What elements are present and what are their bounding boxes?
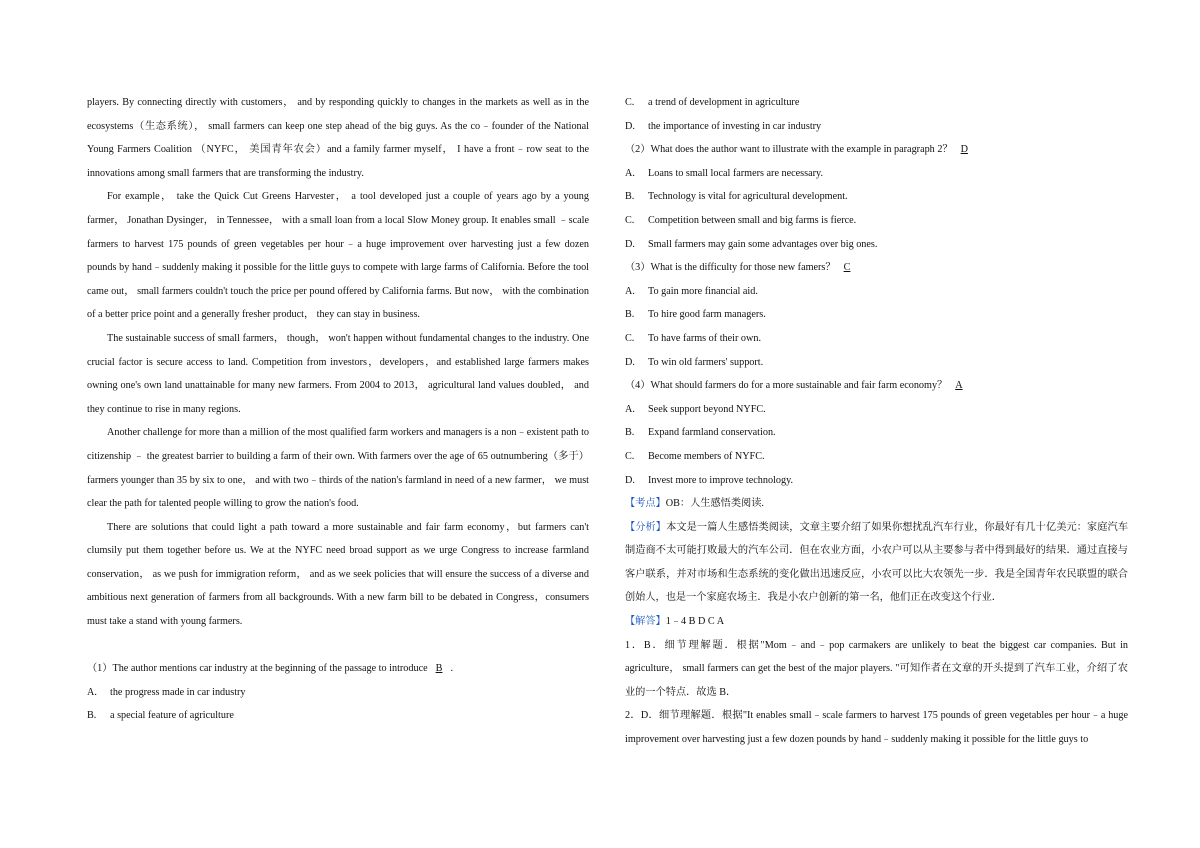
option-text: Invest more to improve technology. <box>648 474 794 486</box>
option-text: Expand farmland conservation. <box>648 427 776 439</box>
jieda-tag: 【解答】 <box>625 616 666 628</box>
question-1-text: （1）The author mentions car industry at the beginning of the passage to introduce <box>87 663 428 675</box>
question-2 <box>625 138 1128 162</box>
option-letter: B. <box>625 427 635 439</box>
kaodian-section <box>625 492 1128 516</box>
kaodian-tag: 【考点】 <box>625 498 666 510</box>
option-c <box>625 445 1128 469</box>
option-letter: B. <box>625 309 635 321</box>
option-c <box>625 327 1128 351</box>
option-d <box>625 351 1128 375</box>
kaodian-text: OB：人生感悟类阅读. <box>665 498 764 510</box>
option-letter: C. <box>625 214 635 226</box>
option-letter: C. <box>625 450 635 462</box>
fenxi-tag: 【分析】 <box>625 521 667 533</box>
question-3-answer: C <box>843 262 851 274</box>
passage-paragraph: There are solutions that could light a path toward a more sustainable and fair farm economy，but farmers can't clumsily put them together before us. We at the NYFC need broad support as we urge Congress to increase farmland conservation， as we push for immigration reform， and as we seek policies that will ensure the success of a diverse and ambitious next generation of farmers from all backgrounds. With a new farm bill to be debated in Congress，consumers must take a stand with young farmers. <box>87 521 589 628</box>
spacer <box>87 634 589 658</box>
option-b <box>625 185 1128 209</box>
option-text: a trend of development in agriculture <box>648 97 800 108</box>
option-a <box>625 280 1128 304</box>
question-2-answer: D <box>960 144 968 156</box>
option-letter: D. <box>625 120 635 132</box>
question-4 <box>625 374 1128 398</box>
option-text: To win old farmers' support. <box>648 356 764 368</box>
question-4-answer: A <box>955 380 963 392</box>
question-4-text: （4）What should farmers do for a more sustainable and fair farm economy？ <box>625 380 948 392</box>
question-1-answer: B <box>435 663 443 675</box>
option-text: Loans to small local farmers are necessary. <box>648 167 823 179</box>
option-text: a special feature of agriculture <box>110 710 234 722</box>
right-column <box>625 91 1128 752</box>
option-letter: A. <box>625 403 635 415</box>
option-letter: B. <box>625 191 635 203</box>
option-letter: C. <box>625 332 635 344</box>
question-3-text: （3）What is the difficulty for those new famers？ <box>625 262 836 274</box>
option-text: the importance of investing in car industry <box>648 120 822 132</box>
passage-paragraph: For example， take the Quick Cut Greens Harvester， a tool developed just a couple of years ago by a young farmer， Jonathan Dysinger， in Tennessee， with a small loan from a local Slow Money group. It enables small ﹣scale farmers to harvest 175 pounds of green vegetables per hour﹣a huge improvement over harvesting just a few dozen pounds by hand﹣suddenly making it possible for the little guys to compete with large farms of California. Before the tool came out， small farmers couldn't touch the price per pound offered by California farms. But now， with the combination of a better price point and a generally fresher product， they can stay in business. <box>87 191 589 321</box>
option-text: Become members of NYFC. <box>648 450 765 462</box>
option-letter: D. <box>625 356 635 368</box>
question-1-end: . <box>450 663 453 675</box>
option-b <box>87 704 589 728</box>
option-letter: A. <box>625 167 635 179</box>
passage-paragraph: players. By connecting directly with customers， and by responding quickly to changes in the markets as well as in the ecosystems（生态系统）， small farmers can keep one step ahead of the big guys. As the co﹣founder of the National Young Farmers Coalition （NYFC， 美国青年农会）and a family farmer myself， I have a front﹣row seat to the innovations among small farmers that are transforming the industry. <box>87 97 589 179</box>
jieda-section <box>625 610 1128 634</box>
option-text: To hire good farm managers. <box>648 309 766 321</box>
option-text: the progress made in car industry <box>110 686 246 698</box>
option-text: To have farms of their own. <box>648 332 762 344</box>
option-d <box>625 469 1128 493</box>
option-text: Seek support beyond NYFC. <box>648 403 766 415</box>
option-d <box>625 233 1128 257</box>
left-column <box>87 91 589 728</box>
question-2-text: （2）What does the author want to illustrate with the example in paragraph 2？ <box>625 144 953 156</box>
option-a <box>625 398 1128 422</box>
option-a <box>87 681 589 705</box>
option-c <box>625 209 1128 233</box>
option-letter: A. <box>625 285 635 297</box>
fenxi-text: 本文是一篇人生感悟类阅读，文章主要介绍了如果你想扰乱汽车行业，你最好有几十亿美元：家庭汽车制造商不太可能打败最大的汽车公司．但在农业方面，小农户可以从主要参与者中得到最好的结果．通过直接与客户联系，并对市场和生态系统的变化做出迅速反应，小农可以比大农领先一步．我是全国青年农民联盟的联合创始人，也是一个家庭农场主．我是小农户创新的第一名，他们正在改变这个行业． <box>625 521 1129 604</box>
option-letter: D. <box>625 238 635 250</box>
option-d <box>625 115 1128 139</box>
fenxi-section <box>625 516 1128 610</box>
option-letter: C. <box>625 97 635 108</box>
option-b <box>625 421 1128 445</box>
jieda-text: 1﹣4 B D C A <box>665 616 725 628</box>
question-3 <box>625 256 1128 280</box>
option-letter: D. <box>625 474 635 486</box>
option-letter: A. <box>87 686 97 698</box>
option-text: To gain more financial aid. <box>648 285 758 297</box>
explanation-1: 1．B．细节理解题．根据"Mom﹣and﹣pop carmakers are unlikely to beat the biggest car companies. But in agriculture， small farmers can get the best of the major players. "可知作者在文章的开头提到了汽车工业，介绍了农业的一个特点．故选 B． <box>625 639 1128 698</box>
option-c <box>625 91 1128 115</box>
passage-paragraph: The sustainable success of small farmers， though， won't happen without fundamental changes to the industry. One crucial factor is secure access to land. Competition from investors，developers，and established large farmers makes owning one's own land unattainable for many new farmers. From 2004 to 2013， agricultural land values doubled， and they continue to rise in many regions. <box>87 332 589 415</box>
option-text: Technology is vital for agricultural development. <box>648 191 848 203</box>
question-1 <box>87 657 589 681</box>
option-text: Small farmers may gain some advantages over big ones. <box>648 238 878 250</box>
option-letter: B. <box>87 710 97 722</box>
passage-paragraph: Another challenge for more than a million of the most qualified farm workers and managers is a non﹣existent path to citizenship ﹣ the greatest barrier to building a farm of their own. With farmers over the age of 65 outnumbering（多于）farmers younger than 35 by six to one， and with two﹣thirds of the nation's farmland in need of a new farmer， we must clear the path for talented people willing to grow the nation's food. <box>87 427 589 510</box>
option-a <box>625 162 1128 186</box>
option-b <box>625 303 1128 327</box>
option-text: Competition between small and big farms is fierce. <box>648 214 857 226</box>
explanation-2: 2．D．细节理解题．根据"It enables small﹣scale farmers to harvest 175 pounds of green vegetables per hour﹣a huge improvement over harvesting just a few dozen pounds by hand﹣suddenly making it possible for the little guys to <box>625 710 1128 746</box>
